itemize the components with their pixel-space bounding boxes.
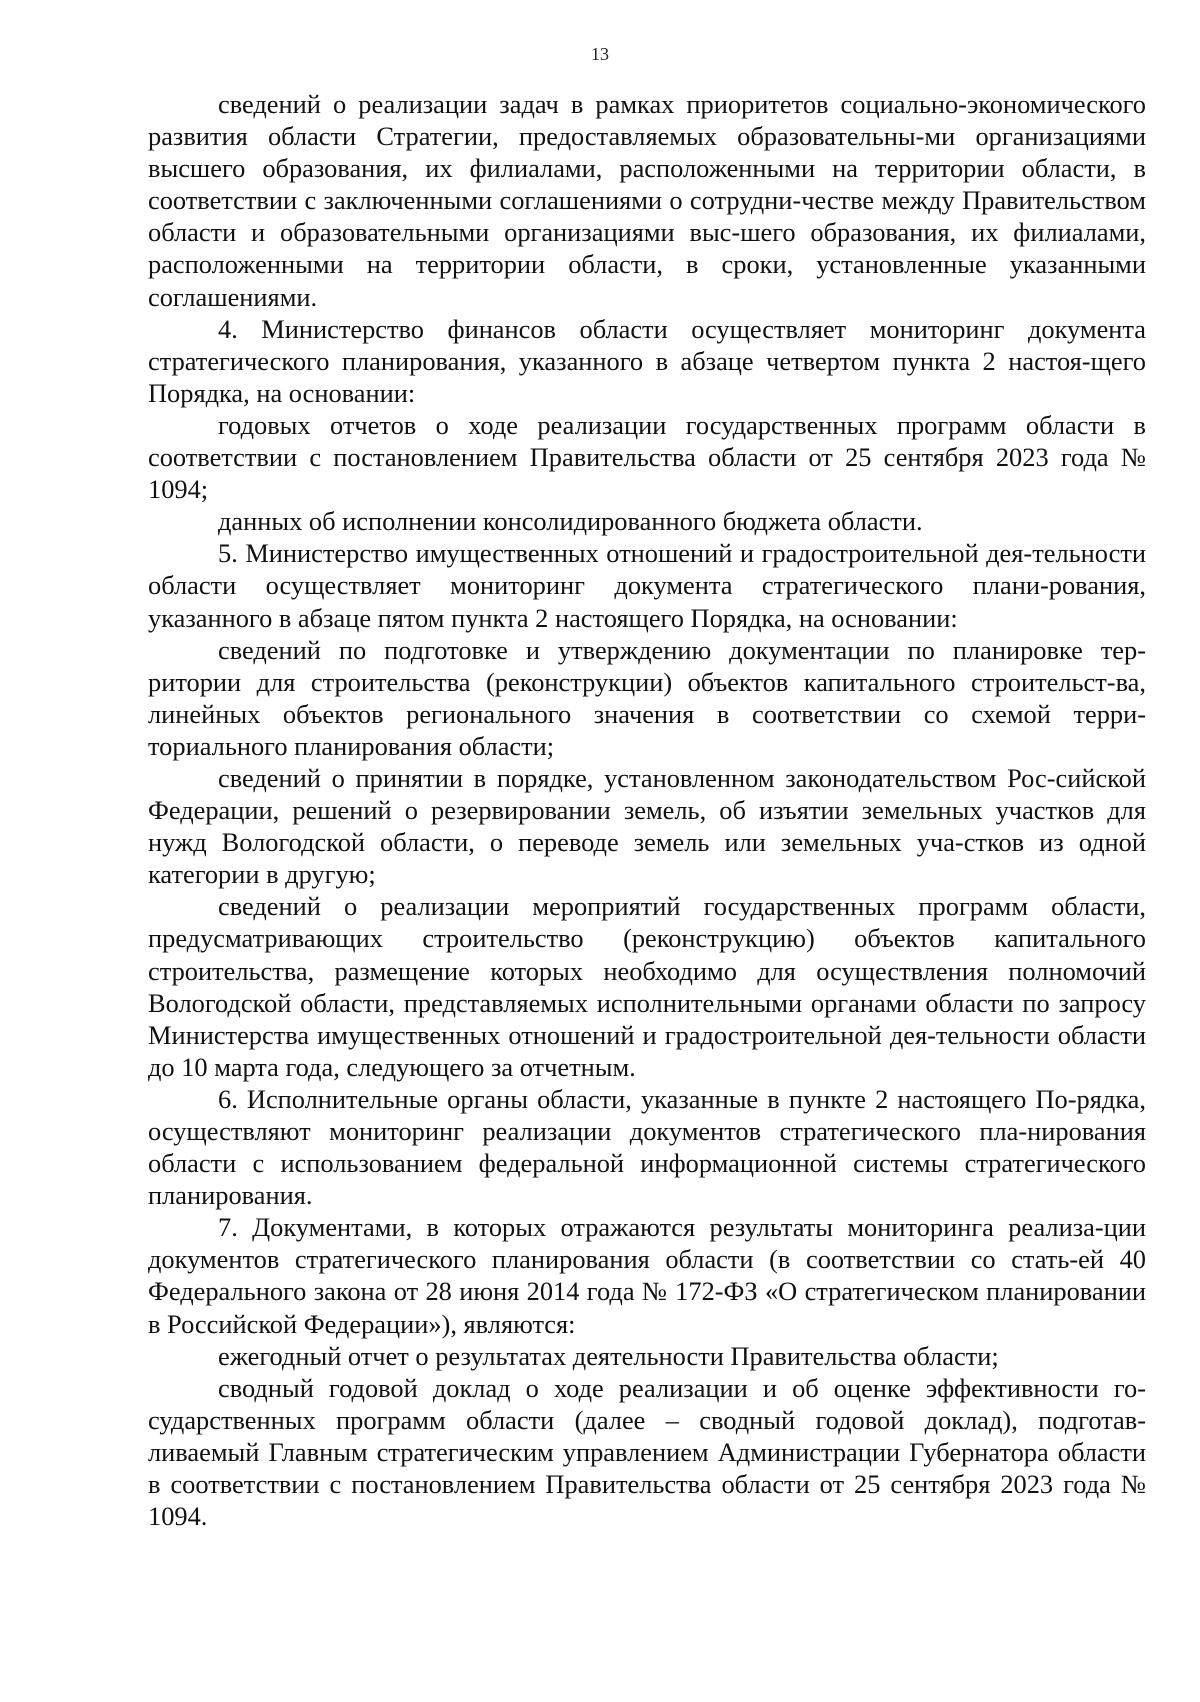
paragraph: 4. Министерство финансов области осуществляет мониторинг документа стратегического планирования, указанного в абзаце четвертом пункта 2 настоя-щего Порядка, на основании: [148,313,1146,408]
paragraph: 6. Исполнительные органы области, указанные в пункте 2 настоящего По-рядка, осуществляют мониторинг реализации документов стратегического пла-нирования области с использованием федеральной информационной системы стратегического планирования. [148,1083,1146,1211]
paragraph: сведений о реализации задач в рамках приоритетов социально-экономического развития области Стратегии, предоставляемых образовательны-ми организациями высшего образования, их филиалами, расположенными на территории области, в соответствии с заключенными соглашениями о сотрудни-честве между Правительством области и образовательными организациями выс-шего образования, их филиалами, расположенными на территории области, в сроки, установленные указанными соглашениями. [148,89,1146,312]
paragraph: 7. Документами, в которых отражаются результаты мониторинга реализа-ции документов стратегического планирования области (в соответствии со стать-ей 40 Федерального закона от 28 июня 2014 года № 172-ФЗ «О стратегическом планировании в Российской Федерации»), являются: [148,1212,1146,1339]
paragraph: данных об исполнении консолидированного бюджета области. [218,506,923,537]
page-number: 13 [591,44,609,64]
paragraph: 5. Министерство имущественных отношений и градостроительной дея-тельности области осуществляет мониторинг документа стратегического плани-рования, указанного в абзаце пятом пункта 2 настоящего Порядка, на основании: [148,538,1146,633]
paragraph: годовых отчетов о ходе реализации государственных программ области в соответствии с постановлением Правительства области от 25 сентября 2023 года № 1094; [148,409,1146,505]
document-body [148,88,1146,1532]
paragraph: сведений по подготовке и утверждению документации по планировке тер-ритории для строительства (реконструкции) объектов капитального строительст-ва, линейных объектов регионального значения в соответствии со схемой терри-ториального планирования области; [148,634,1146,761]
paragraph: сведений о принятии в порядке, установленном законодательством Рос-сийской Федерации, решений о резервировании земель, об изъятии земельных участков для нужд Вологодской области, о переводе земель или земельных уча-стков из одной категории в другую; [148,762,1146,890]
paragraph: ежегодный отчет о результатах деятельности Правительства области; [218,1340,999,1371]
paragraph: сводный годовой доклад о ходе реализации и об оценке эффективности го-сударственных программ области (далее – сводный годовой доклад), подготав-ливаемый Главным стратегическим управлением Администрации Губернатора области в соответствии с постановлением Правительства области от 25 сентября 2023 года № 1094. [148,1372,1146,1532]
paragraph: сведений о реализации мероприятий государственных программ области, предусматривающих строительство (реконструкцию) объектов капитального строительства, размещение которых необходимо для осуществления полномочий Вологодской области, представляемых исполнительными органами области по запросу Министерства имущественных отношений и градостроительной дея-тельности области до 10 марта года, следующего за отчетным. [148,891,1146,1082]
